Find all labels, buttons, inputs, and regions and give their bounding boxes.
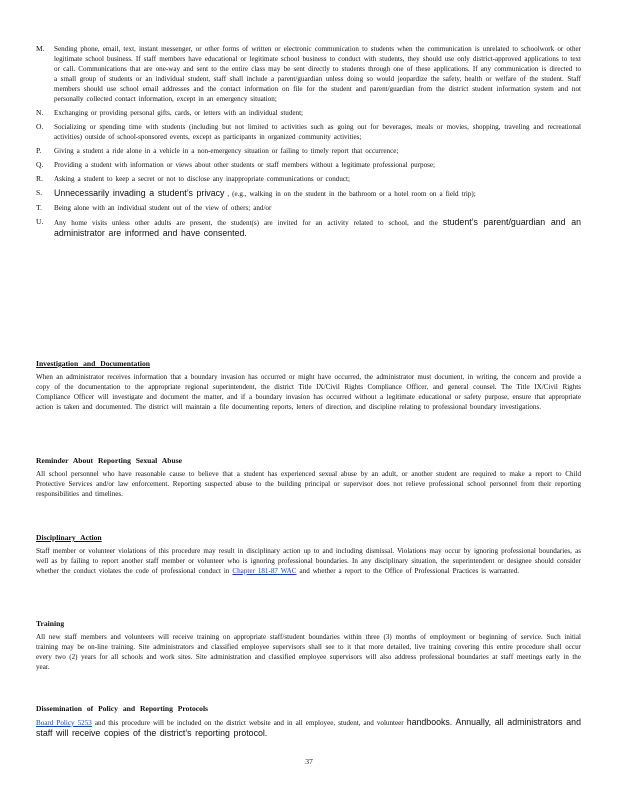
item-text: Sending phone, email, text, instant messenger, or other forms of written or electronic communication to students when the communication is unrelated to schoolwork or other legitimate school business. If staff members have educational or legitimate school business to conduct with students, they should use only district-approved applications to text or call. Communications that are one-way and sent to the entire class may be sent directly to students through one of these applications. If any communication is directed to a small group of students or an individual student, staff shall include a parent/guardian unless doing so would jeopardize the safety, health or welfare of the student. Staff members should use school email addresses and the contact information on file for the student and parent/guardian from the district student information system and not personally collected contact information, except in an emergency situation; xyxy=(54,45,581,103)
section-text-part: and whether a report to the Office of Professional Practices is warranted. xyxy=(299,567,520,575)
item-text: Exchanging or providing personal gifts, cards, or letters with an individual student; xyxy=(54,109,304,117)
item-letter: N. xyxy=(36,108,44,117)
section-heading: Dissemination of Policy and Reporting Protocols xyxy=(36,704,209,713)
item-text: Socializing or spending time with students (including but not limited to activities such as going out for beverages, meals or movies, shopping, traveling and recreational activities) outside of school-sponsored events, except as participants in organized community activities; xyxy=(54,123,581,141)
section-paragraph xyxy=(36,717,581,739)
section-training xyxy=(36,618,581,672)
board-policy-link[interactable]: Board Policy 5253 xyxy=(36,719,92,727)
page-number: 37 xyxy=(305,757,313,766)
section-paragraph: When an administrator receives information that a boundary invasion has occurred or might have occurred, the administrator must document, in writing, the concern and provide a copy of the documentation to the appropriate regional superintendent, the district Title IX/Civil Rights Compliance Officer, and general counsel. The Title IX/Civil Rights Compliance Officer will investigate and document the matter, and if a boundary invasion has occurred without a legitimate educational or safety purpose, ensure that appropriate action is taken and documented. The district will maintain a file documenting reports, letters of direction, and discipline relating to professional boundary investigations. xyxy=(36,373,581,411)
list-item xyxy=(36,146,581,156)
list-item xyxy=(36,174,581,184)
section-heading: Training xyxy=(36,619,65,628)
section-paragraph: All school personnel who have reasonable cause to believe that a student has experienced sexual abuse by an adult, or another student are required to make a report to Child Protective Services and/or law enforcement. Reporting suspected abuse to the building principal or supervisor does not relieve professional school personnel from their reporting responsibilities and timelines. xyxy=(36,470,581,498)
item-letter: R. xyxy=(36,174,43,183)
section-paragraph xyxy=(36,546,581,576)
item-text: Being alone with an individual student out of the view of others; and/or xyxy=(54,204,272,212)
item-letter: S. xyxy=(36,188,43,197)
item-text xyxy=(54,188,581,199)
section-heading: Disciplinary Action xyxy=(36,533,102,542)
procedure-list xyxy=(36,44,581,243)
section-investigation xyxy=(36,358,581,412)
item-letter: T. xyxy=(36,203,42,212)
section-paragraph: All new staff members and volunteers will receive training on appropriate staff/student boundaries within three (3) months of employment or beginning of service. Such initial training may be on-line training. Site administrators and classified employee supervisors shall see to it that more detailed, live training covering this entire procedure shall occur every two (2) years for all schools and work sites. Site administration and classified employee supervisors will also address professional boundaries at staff meetings early in the year. xyxy=(36,633,581,671)
list-item xyxy=(36,217,581,239)
item-text-large: student’s parent/guardian and an administrator are informed and have consented. xyxy=(54,217,582,238)
section-disciplinary xyxy=(36,532,581,576)
list-item xyxy=(36,160,581,170)
section-heading: Investigation and Documentation xyxy=(36,359,151,368)
item-letter: P. xyxy=(36,146,42,155)
section-heading: Reminder About Reporting Sexual Abuse xyxy=(36,456,183,465)
item-text: Asking a student to keep a secret or not to disclose any inappropriate communications or conduct; xyxy=(54,175,350,183)
item-letter: M. xyxy=(36,44,45,53)
section-text-part: and this procedure will be included on the district website and in all employee, student, and volunteer xyxy=(94,719,404,727)
wac-chapter-link[interactable]: Chapter 181-87 WAC xyxy=(232,567,297,575)
item-text-start: Any home visits unless other adults are present, the student(s) are invited for an activity related to school, and the xyxy=(54,219,438,227)
list-item xyxy=(36,203,581,213)
item-letter: Q. xyxy=(36,160,44,169)
list-item xyxy=(36,122,581,142)
item-letter: O. xyxy=(36,122,44,131)
list-item xyxy=(36,188,581,199)
section-text-large: handbooks. Annually, all administrators and staff will receive copies of the district’s reporting protocol. xyxy=(36,717,581,738)
item-text: Providing a student with information or views about other students or staff members without a legitimate professional purpose; xyxy=(54,161,435,169)
list-item xyxy=(36,44,581,104)
item-text: Giving a student a ride alone in a vehicle in a non-emergency situation or failing to timely report that occurrence; xyxy=(54,147,399,155)
section-reminder xyxy=(36,455,581,499)
section-text-part: Staff member or volunteer violations of this procedure may result in disciplinary action up to and including dismissal. Violations may occur by ignoring professional boundaries, as well as by failing to report another staff member or volunteer who is ignoring professional boundaries. In any disciplinary situation, the superintendent or designee should consider whether the conduct violates the code of professional conduct in xyxy=(36,547,581,575)
item-text xyxy=(54,217,581,239)
list-item xyxy=(36,108,581,118)
item-letter: U. xyxy=(36,217,44,226)
section-dissemination xyxy=(36,703,581,739)
item-text-rest: , (e.g., walking in on the student in the bathroom or a hotel room on a field trip); xyxy=(227,190,476,198)
item-text-large: Unnecessarily invading a student’s privacy xyxy=(54,188,225,198)
